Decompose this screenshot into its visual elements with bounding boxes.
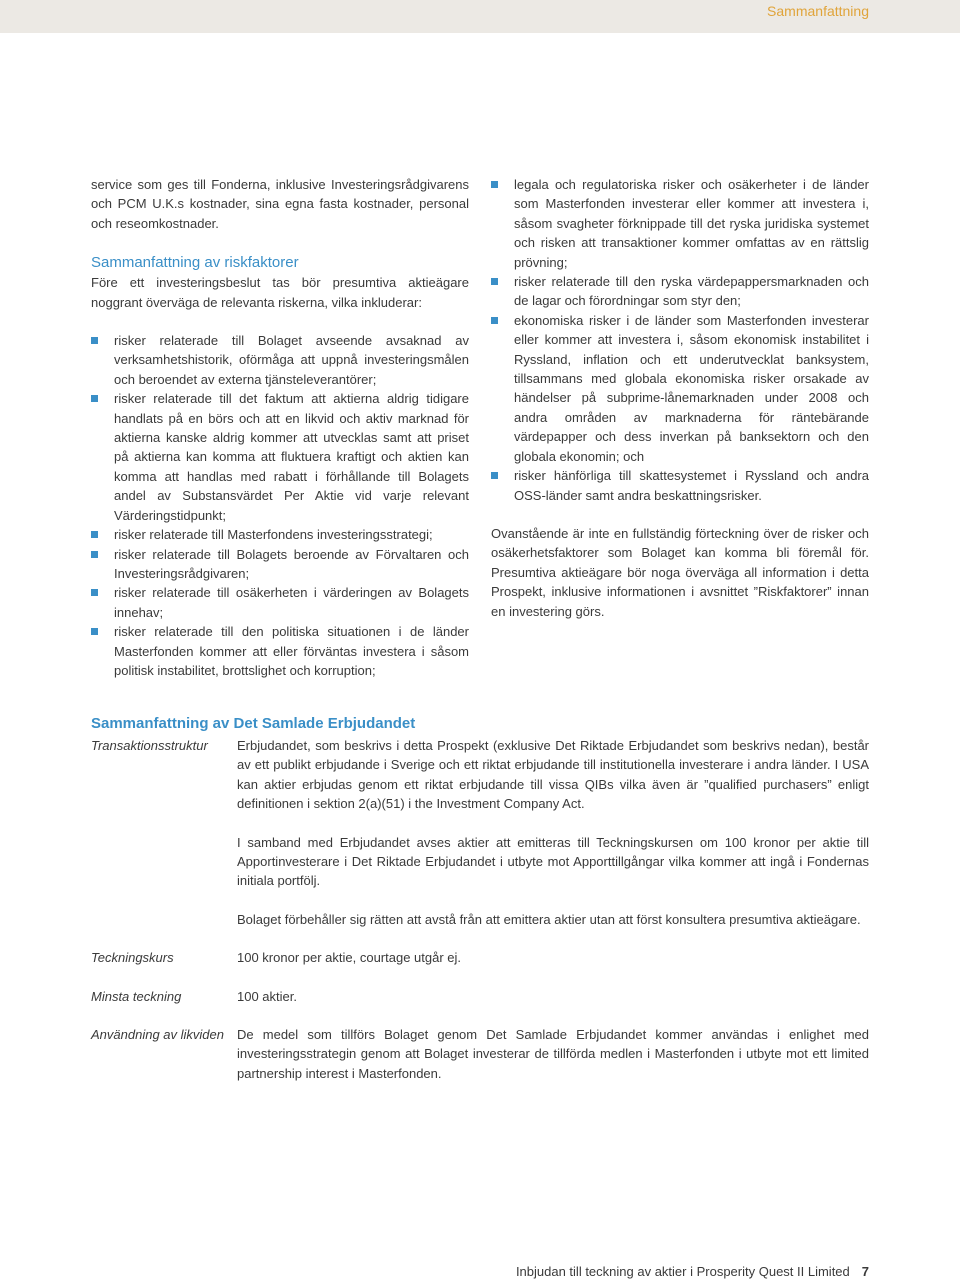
bullet-icon (491, 181, 498, 188)
row-content (237, 987, 869, 1006)
bullet-icon (491, 278, 498, 285)
risk-list-right (491, 175, 869, 505)
row-content (237, 948, 869, 967)
row-label: Teckningskurs (91, 950, 174, 966)
list-item: risker relaterade till osäkerheten i värderingen av Bolagets innehav; (91, 583, 469, 622)
bullet-icon (91, 395, 98, 402)
row-use-of-proceeds (91, 1025, 869, 1083)
risk-list-left (91, 331, 469, 680)
list-item: risker relaterade till Bolaget avseende avsaknad av verksamhetshistorik, oförmåga att uppnå investeringsmålen och beroendet av externa tjänsteleverantörer; (91, 331, 469, 389)
intro-paragraph: service som ges till Fonderna, inklusive Investeringsrådgivarens och PCM U.K.s kostnader, sina egna fasta kostnader, personal och reseomkostnader. (91, 177, 469, 231)
row-transaction-structure (91, 736, 869, 929)
offer-heading: Sammanfattning av Det Samlade Erbjudandet (91, 715, 416, 732)
right-column (491, 175, 869, 634)
page-number: 7 (861, 1264, 869, 1279)
list-item: risker relaterade till Bolagets beroende av Förvaltaren och Investeringsrådgivaren; (91, 545, 469, 584)
list-item: risker relaterade till Masterfondens investeringsstrategi; (91, 525, 469, 544)
bullet-icon (91, 337, 98, 344)
left-column (91, 175, 469, 680)
risk-lead: Före ett investeringsbeslut tas bör presumtiva aktieägare noggrant överväga de relevanta riskerna, vilka inkluderar: (91, 275, 469, 310)
footer-text: Inbjudan till teckning av aktier i Prosperity Quest II Limited (515, 1264, 850, 1279)
bullet-icon (91, 551, 98, 558)
row-label: Transaktionsstruktur (91, 738, 208, 753)
list-item: risker relaterade till det faktum att aktierna aldrig tidigare handlats på en börs och att en likvid och aktiv marknad för aktierna kanske aldrig kommer att utvecklas samt att priset på aktierna kan komma att fluktuera kraftigt och aktien kan komma att handlas med rabatt i förhållande till Bolagets andel av Substansvärdet Per Aktie vid varje relevant Värderingstidpunkt; (91, 389, 469, 525)
list-item: legala och regulatoriska risker och osäkerheter i de länder som Masterfonden investerar eller kommer att investera i, såsom svagheter förknippade till det ryska juridiska systemet och risken att transaktioner kommer omfattas av en rättslig prövning; (491, 175, 869, 272)
list-item: risker hänförliga till skattesystemet i Ryssland och andra OSS-länder samt andra beskattningsrisker. (491, 466, 869, 505)
row-label: Användning av likviden (91, 1027, 224, 1043)
bullet-icon (91, 628, 98, 635)
section-title: Sammanfattning (767, 3, 869, 19)
bullet-icon (91, 531, 98, 538)
list-item: ekonomiska risker i de länder som Masterfonden investerar eller kommer att investera i, såsom ekonomisk instabilitet i Ryssland, inflation och ett underutvecklat banksystem, tillsammans med globala ekonomiska risker orsakade av händelser på subprime-lånemarknaden under 2008 och andra områden av marknaderna för räntebärande värdepapper och dess inverkan på banksektorn och den globala ekonomin; och (491, 311, 869, 466)
row-minimum-subscription (91, 987, 869, 1006)
row-subscription-price (91, 948, 869, 967)
bullet-icon (491, 472, 498, 479)
risk-heading: Sammanfattning av riskfaktorer (91, 254, 299, 272)
row-paragraph: De medel som tillförs Bolaget genom Det Samlade Erbjudandet kommer användas i enlighet med investeringsstrategin genom att Bolaget investerar de tillförda medlen i Masterfonden i utbyte mot ett limited partnership interest i Masterfonden. (237, 1027, 869, 1081)
row-content (237, 1025, 869, 1083)
list-item: risker relaterade till den ryska värdepappersmarknaden och de lagar och förordningar som styr den; (491, 272, 869, 311)
row-content (237, 736, 869, 929)
offer-summary (91, 714, 869, 1083)
list-item: risker relaterade till den politiska situationen i de länder Masterfonden kommer att eller förväntas investera i såsom politisk instabilitet, brottslighet och korruption; (91, 622, 469, 680)
row-paragraph: Bolaget förbehåller sig rätten att avstå från att emittera aktier utan att först konsultera presumtiva aktieägare. (237, 911, 861, 927)
row-paragraph: I samband med Erbjudandet avses aktier att emitteras till Teckningskursen om 100 kronor per aktie till Apportinvesterare i Det Riktade Erbjudandet i utbyte mot Apporttillgångar vilka kommer att ingå i Fondernas initiala portfölj. (237, 834, 869, 889)
header-band (0, 0, 960, 33)
bullet-icon (491, 317, 498, 324)
closing-paragraph: Ovanstående är inte en fullständig förteckning över de risker och osäkerhetsfaktorer som Bolaget kan komma bli föremål för. Presumtiva aktieägare bör noga överväga all information i detta Prospekt, inklusive informationen i avsnittet ”Riskfaktorer” innan en investering görs. (491, 525, 869, 619)
row-paragraph: 100 aktier. (237, 988, 297, 1004)
row-label: Minsta teckning (91, 988, 182, 1004)
page-footer (516, 1263, 869, 1281)
row-paragraph: Erbjudandet, som beskrivs i detta Prospekt (exklusive Det Riktade Erbjudandet som beskrivs nedan), består av ett publikt erbjudande i Sverige och ett riktat erbjudande till institutionella investerare i andra länder. I USA kan aktier erbjudas genom ett riktat erbjudande till vissa QIBs vilka även är ”qualified purchasers” enligt definitionen i sektion 2(a)(51) i the Investment Company Act. (237, 738, 869, 812)
row-paragraph: 100 kronor per aktie, courtage utgår ej. (237, 950, 462, 966)
bullet-icon (91, 589, 98, 596)
